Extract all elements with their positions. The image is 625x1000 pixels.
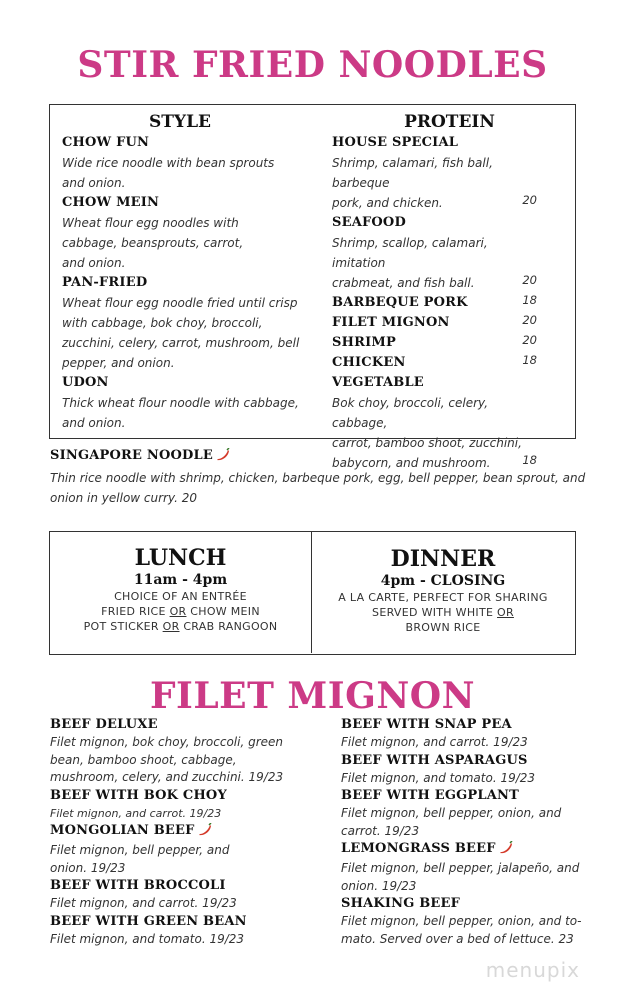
filet-item-desc: Filet mignon, and carrot. 19/23 xyxy=(50,896,237,910)
dinner-line-3: BROWN RICE xyxy=(405,621,481,634)
protein-name: VEGETABLE xyxy=(332,375,424,390)
protein-item xyxy=(332,293,537,313)
filet-item xyxy=(50,787,330,823)
singapore-noodle xyxy=(50,446,590,508)
filet-item-name: BEEF WITH GREEN BEAN xyxy=(50,913,247,929)
protein-price: 18 xyxy=(522,353,537,367)
lunch-time: 11am - 4pm xyxy=(133,572,228,588)
protein-name: BARBEQUE PORK xyxy=(332,295,468,310)
protein-price: 20 xyxy=(522,273,537,287)
lunch-panel xyxy=(50,532,312,653)
protein-heading: PROTEIN xyxy=(404,112,495,132)
protein-price: 18 xyxy=(522,453,537,467)
protein-item xyxy=(332,333,537,353)
filet-item-desc: Filet mignon, bell pepper, and onion. 19/23 xyxy=(50,843,230,875)
protein-name: FILET MIGNON xyxy=(332,315,450,330)
style-desc: Thick wheat flour noodle with cabbage, and onion. xyxy=(62,396,299,430)
filet-item xyxy=(341,716,586,752)
page-title-stir-fried-noodles: STIR FRIED NOODLES xyxy=(77,44,548,86)
chili-pepper-icon xyxy=(499,841,513,860)
filet-item xyxy=(341,895,586,948)
protein-name: SEAFOOD xyxy=(332,215,406,230)
style-name: UDON xyxy=(62,375,109,390)
protein-item xyxy=(332,353,537,373)
filet-item-desc: Filet mignon, and tomato. 19/23 xyxy=(341,770,536,785)
filet-item-desc: Filet mignon, bok choy, broccoli, green bean, bamboo shoot, cabbage, mushroom, celery, and zucchini. 19/23 xyxy=(50,735,284,784)
protein-column xyxy=(332,111,537,473)
singapore-noodle-desc: Thin rice noodle with shrimp, chicken, barbeque pork, egg, bell pepper, bean sprout, and onion in yellow curry. 20 xyxy=(50,471,586,505)
style-desc: Wheat flour egg noodles with cabbage, beansprouts, carrot, and onion. xyxy=(62,216,244,270)
style-name: CHOW MEIN xyxy=(62,195,160,210)
filet-item-name: BEEF WITH BOK CHOY xyxy=(50,787,227,803)
filet-item xyxy=(341,752,586,788)
protein-desc: Shrimp, scallop, calamari, imitation xyxy=(332,236,488,270)
dinner-title: DINNER xyxy=(390,546,496,572)
lunch-line-2: FRIED RICE OR CHOW MEIN xyxy=(101,605,260,618)
dinner-panel xyxy=(312,532,574,653)
singapore-noodle-name: SINGAPORE NOODLE xyxy=(50,448,213,463)
protein-name: HOUSE SPECIAL xyxy=(332,135,459,150)
protein-desc: Shrimp, calamari, fish ball, barbeque xyxy=(332,156,493,190)
filet-left-column xyxy=(50,716,330,948)
filet-right-column xyxy=(341,716,586,948)
protein-price: 18 xyxy=(522,293,537,307)
filet-item xyxy=(50,877,330,913)
protein-item xyxy=(332,133,537,213)
style-desc: Wide rice noodle with bean sprouts and onion. xyxy=(62,156,275,190)
watermark: menupix xyxy=(485,958,580,982)
protein-desc: Bok choy, broccoli, celery, cabbage, xyxy=(332,396,489,430)
dinner-time: 4pm - CLOSING xyxy=(380,573,506,589)
lunch-dinner-box xyxy=(49,531,576,655)
protein-desc: crabmeat, and fish ball. xyxy=(332,276,475,290)
style-name: CHOW FUN xyxy=(62,135,150,150)
style-heading: STYLE xyxy=(149,112,211,132)
section-title-filet-mignon: FILET MIGNON xyxy=(149,675,476,717)
protein-item xyxy=(332,213,537,293)
filet-item-desc: Filet mignon, bell pepper, onion, and carrot. 19/23 xyxy=(341,806,562,838)
filet-item-desc: Filet mignon, bell pepper, onion, and to- mato. Served over a bed of lettuce. 23 xyxy=(341,914,582,946)
filet-item xyxy=(341,787,586,840)
chili-pepper-icon xyxy=(198,823,212,842)
protein-item xyxy=(332,313,537,333)
protein-desc: babycorn, and mushroom. xyxy=(332,456,491,470)
filet-item xyxy=(50,822,330,877)
filet-item-desc: Filet mignon, and carrot. 19/23 xyxy=(50,806,222,820)
style-item xyxy=(62,193,312,273)
lunch-title: LUNCH xyxy=(134,545,227,571)
lunch-line-1: CHOICE OF AN ENTRÉE xyxy=(114,590,247,603)
style-desc: Wheat flour egg noodle fried until crisp with cabbage, bok choy, broccoli, zucchini, celery, carrot, mushroom, bell pepper, and onion. xyxy=(62,296,300,370)
filet-item-name: BEEF WITH EGGPLANT xyxy=(341,788,519,803)
filet-item-name: BEEF DELUXE xyxy=(50,717,158,732)
protein-name: CHICKEN xyxy=(332,355,406,370)
filet-item xyxy=(341,840,586,895)
filet-item-name: BEEF WITH SNAP PEA xyxy=(341,717,512,732)
chili-pepper-icon xyxy=(216,448,230,468)
dinner-line-1: A LA CARTE, PERFECT FOR SHARING xyxy=(338,591,548,604)
protein-desc: carrot, bamboo shoot, zucchini, xyxy=(332,436,522,450)
filet-item-desc: Filet mignon, and tomato. 19/23 xyxy=(50,931,245,946)
lunch-line-3: POT STICKER OR CRAB RANGOON xyxy=(83,620,278,633)
filet-item-name: BEEF WITH BROCCOLI xyxy=(50,878,226,893)
filet-item-desc: Filet mignon, bell pepper, jalapeño, and onion. 19/23 xyxy=(341,861,580,893)
dinner-line-2: SERVED WITH WHITE OR xyxy=(372,606,514,619)
protein-price: 20 xyxy=(522,313,537,327)
filet-item-name: LEMONGRASS BEEF xyxy=(341,841,496,856)
style-item xyxy=(62,373,312,433)
protein-price: 20 xyxy=(522,333,537,347)
protein-desc: pork, and chicken. xyxy=(332,196,443,210)
filet-item-name: SHAKING BEEF xyxy=(341,896,461,911)
style-item xyxy=(62,133,312,193)
style-column xyxy=(62,111,312,433)
style-item xyxy=(62,273,312,373)
filet-item-name: BEEF WITH ASPARAGUS xyxy=(341,752,528,768)
filet-item-name: MONGOLIAN BEEF xyxy=(50,823,195,838)
protein-price: 20 xyxy=(522,193,537,207)
filet-item-desc: Filet mignon, and carrot. 19/23 xyxy=(341,735,528,749)
protein-name: SHRIMP xyxy=(332,335,396,350)
filet-item xyxy=(50,913,330,949)
style-name: PAN-FRIED xyxy=(62,275,148,290)
filet-item xyxy=(50,716,330,787)
